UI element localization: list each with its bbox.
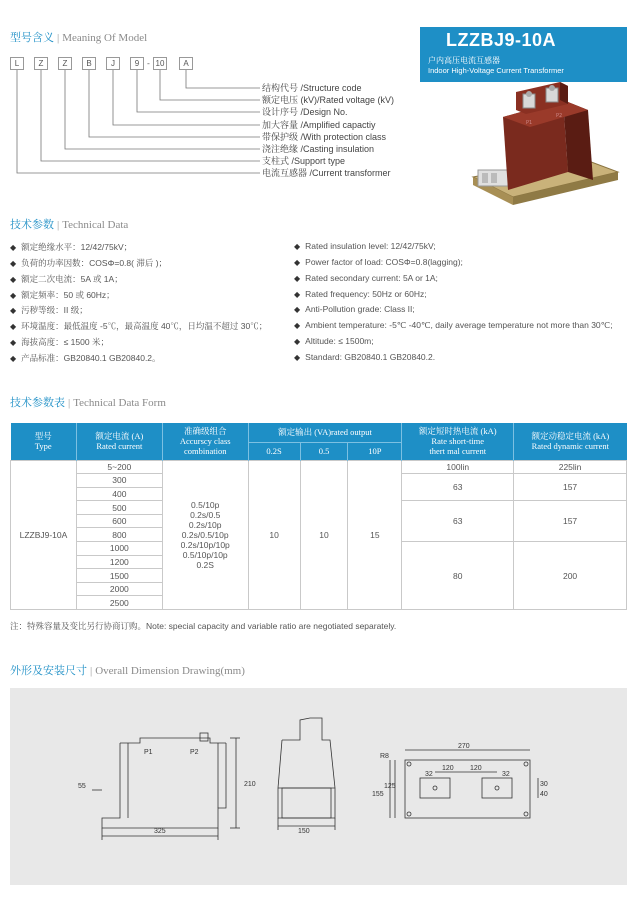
cell-thermal: 80 — [402, 542, 514, 610]
param-en: ◆ Anti-Pollution grade: Class II; — [294, 304, 415, 314]
top-dim-b: 120 — [470, 765, 482, 772]
th-output-02s: 0.2S — [248, 442, 300, 460]
drawing-title-en: Overall Dimension Drawing(mm) — [95, 665, 245, 677]
code-voltage: 10 — [153, 57, 167, 70]
cell-output-10p: 15 — [348, 460, 402, 610]
spec-table — [10, 423, 627, 610]
param-en: ◆ Standard: GB20840.1 GB20840.2. — [294, 352, 436, 362]
front-label-p1: P1 — [144, 749, 153, 756]
code-letter-3: Z — [58, 57, 72, 70]
param-en: ◆ Ambient temperature: -5℃ -40℃, daily average temperature not more than 30℃; — [294, 320, 613, 330]
table-note: 注：特殊容量及变比另行协商订购。Note: special capacity and variable ratio are negotiated separately. — [10, 621, 397, 631]
product-model: LZZBJ9-10A — [446, 30, 557, 50]
dimension-drawing — [10, 688, 627, 885]
legend-item: 结构代号 /Structure code — [262, 83, 362, 93]
side-dim-width: 150 — [298, 828, 310, 835]
th-accuracy: 准确级组合 Accurscy class combination — [162, 423, 248, 460]
param-en: ◆ Altitude: ≤ 1500m; — [294, 336, 374, 346]
legend-item: 支柱式 /Support type — [262, 156, 346, 166]
tech-title-en: Technical Data — [62, 219, 129, 231]
param-cn: ◆ 产品标准：GB20840.1 GB20840.2。 — [10, 353, 161, 363]
cell-current: 2500 — [76, 596, 162, 610]
param-cn: ◆ 额定二次电流：5A 或 1A； — [10, 274, 123, 284]
legend-item: 带保护级 /With protection class — [262, 132, 387, 142]
tech-section-title: 技术参数 | Technical Data — [10, 218, 129, 231]
svg-text:P2: P2 — [556, 113, 563, 119]
code-letter-4: B — [82, 57, 96, 70]
param-cn: ◆ 环境温度：最低温度 -5℃，最高温度 40℃，日均温不超过 30℃； — [10, 321, 268, 331]
th-output-10p: 10P — [348, 442, 402, 460]
param-cn: ◆ 污秽等级：II 级； — [10, 305, 88, 315]
dimension-drawing-panel — [10, 688, 627, 885]
legend-item: 加大容量 /Amplified capactiy — [262, 120, 376, 130]
cell-current: 500 — [76, 501, 162, 515]
legend-item: 电流互感器 /Current transformer — [262, 168, 391, 178]
cell-current: 600 — [76, 514, 162, 528]
front-dim-height: 210 — [244, 781, 256, 788]
top-dim-a: 120 — [442, 765, 454, 772]
code-letter-5: J — [106, 57, 120, 70]
code-design-no: 9 — [130, 57, 144, 70]
svg-text:P1: P1 — [526, 120, 533, 126]
th-rated-current: 额定电流 (A) Rated current — [76, 423, 162, 460]
param-cn: ◆ 负荷的功率因数：COSΦ=0.8( 滞后 )； — [10, 258, 168, 268]
code-structure: A — [179, 57, 193, 70]
cell-output-05: 10 — [300, 460, 348, 610]
th-dynamic-current: 额定动稳定电流 (kA) Rated dynamic current — [514, 423, 627, 460]
top-dim-radius: R8 — [380, 753, 389, 760]
cell-accuracy: 0.5/10p 0.2s/0.5 0.2s/10p 0.2s/0.5/10p 0.2s/10p/10p 0.5/10p/10p 0.2S — [162, 460, 248, 610]
top-dim-h2: 125 — [384, 783, 396, 790]
param-en: ◆ Rated frequency: 50Hz or 60Hz; — [294, 289, 427, 299]
cell-thermal: 100lin — [402, 460, 514, 474]
product-header — [420, 27, 627, 82]
top-dim-c: 32 — [425, 771, 433, 778]
cell-output-02s: 10 — [248, 460, 300, 610]
top-dim-e: 30 — [540, 781, 548, 788]
drawing-title-cn: 外形及安装尺寸 — [10, 664, 87, 677]
table-title-en: Technical Data Form — [73, 397, 166, 409]
th-thermal-current: 额定短时热电流 (kA) Rate short-time thert mal current — [402, 423, 514, 460]
model-title-cn: 型号含义 — [10, 31, 54, 44]
cell-current: 1000 — [76, 542, 162, 556]
param-cn: ◆ 额定频率：50 或 60Hz； — [10, 290, 115, 300]
drawing-section-title: 外形及安装尺寸 | Overall Dimension Drawing(mm) — [10, 664, 245, 677]
model-section-title: 型号含义 | Meaning Of Model — [10, 31, 148, 44]
top-dim-width: 270 — [458, 743, 470, 750]
product-image — [468, 82, 628, 222]
cell-thermal: 63 — [402, 474, 514, 501]
top-dim-d: 32 — [502, 771, 510, 778]
cell-current: 300 — [76, 474, 162, 488]
table-row — [11, 460, 627, 474]
cell-dynamic: 200 — [514, 542, 627, 610]
th-type: 型号 Type — [11, 423, 77, 460]
top-dim-f: 40 — [540, 791, 548, 798]
param-en: ◆ Rated insulation level: 12/42/75kV; — [294, 241, 436, 251]
front-dim-width: 325 — [154, 828, 166, 835]
cell-dynamic: 225lin — [514, 460, 627, 474]
legend-item: 额定电压 (kV)/Rated voltage (kV) — [262, 95, 395, 105]
legend-item: 浇注绝缘 /Casting insulation — [262, 144, 375, 154]
table-title-cn: 技术参数表 — [10, 396, 65, 409]
cell-thermal: 63 — [402, 501, 514, 542]
th-rated-output: 额定输出 (VA)rated output — [248, 423, 402, 442]
param-cn: ◆ 海拔高度：≤ 1500 米； — [10, 337, 109, 347]
cell-dynamic: 157 — [514, 501, 627, 542]
cell-current: 1200 — [76, 555, 162, 569]
cell-dynamic: 157 — [514, 474, 627, 501]
front-dim-base: 55 — [78, 783, 86, 790]
product-name-cn: 户内高压电流互感器 — [428, 56, 500, 65]
param-en: ◆ Rated secondary current: 5A or 1A; — [294, 273, 438, 283]
cell-current: 1500 — [76, 569, 162, 583]
legend-item: 设计序号 /Design No. — [262, 107, 348, 117]
cell-current: 400 — [76, 487, 162, 501]
cell-current: 800 — [76, 528, 162, 542]
cell-type: LZZBJ9-10A — [11, 460, 77, 610]
front-label-p2: P2 — [190, 749, 199, 756]
param-en: ◆ Power factor of load: COSΦ=0.8(lagging); — [294, 257, 463, 267]
product-name-en: Indoor High-Voltage Current Transformer — [428, 66, 564, 75]
param-cn: ◆ 额定绝缘水平：12/42/75kV； — [10, 242, 133, 252]
code-letter-1: L — [10, 57, 24, 70]
side-view — [278, 718, 335, 830]
tech-title-cn: 技术参数 — [10, 218, 54, 231]
th-output-05: 0.5 — [300, 442, 348, 460]
code-letter-2: Z — [34, 57, 48, 70]
top-dim-h1: 155 — [372, 791, 384, 798]
model-title-en: Meaning Of Model — [62, 32, 148, 44]
cell-current: 5~200 — [76, 460, 162, 474]
top-view — [390, 750, 538, 818]
table-section-title: 技术参数表 | Technical Data Form — [10, 396, 166, 409]
front-view — [92, 733, 240, 840]
code-dash: - — [147, 59, 150, 68]
cell-current: 2000 — [76, 582, 162, 596]
